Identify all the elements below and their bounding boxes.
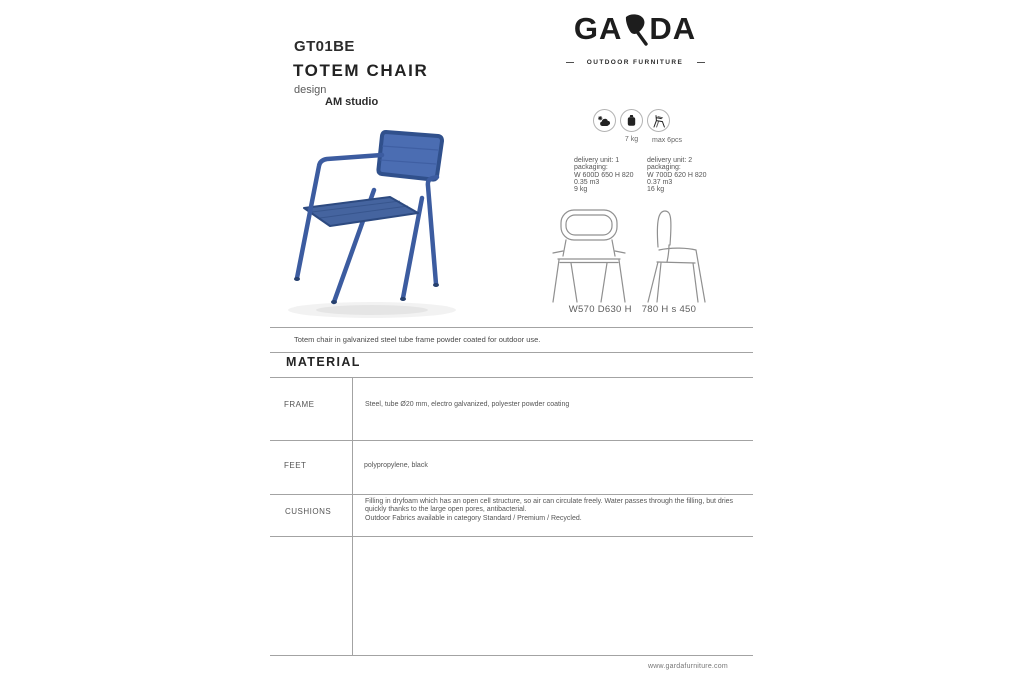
website-link[interactable]: www.gardafurniture.com xyxy=(648,663,728,670)
logo-text-right: DA xyxy=(649,11,697,46)
front-view-drawing xyxy=(549,207,631,306)
weight-badge xyxy=(620,109,643,132)
product-description: Totem chair in galvanized steel tube frame powder coated for outdoor use. xyxy=(294,335,541,344)
website-url[interactable] xyxy=(648,663,728,670)
packaging-weight: 16 kg xyxy=(647,186,665,194)
divider xyxy=(270,440,753,441)
product-code: GT01BE xyxy=(294,38,355,55)
dimensions-front: W570 D630 H xyxy=(568,304,632,315)
delivery-unit-2 xyxy=(647,157,707,193)
brand-logo xyxy=(566,12,704,67)
weather-resistant-badge xyxy=(593,109,616,132)
product-name: TOTEM CHAIR xyxy=(293,61,429,80)
logo-text-left: GA xyxy=(573,11,623,46)
product-photo-chair xyxy=(276,112,474,324)
material-row-value-cushions xyxy=(365,498,744,523)
delivery-unit-line: delivery unit: 1 xyxy=(574,157,620,164)
weight-icon xyxy=(626,114,637,127)
brand-tagline xyxy=(566,58,704,67)
tagline-dash-right: — xyxy=(696,58,704,67)
cushions-text-fabrics: Outdoor Fabrics available in category Standard / Premium / Recycled. xyxy=(365,514,582,522)
material-row-label-feet: FEET xyxy=(284,461,307,470)
divider xyxy=(270,536,753,537)
packaging-dimensions: W 700D 620 H 820 xyxy=(647,171,707,179)
packaging-volume: 0.37 m3 xyxy=(647,178,673,186)
designer-name: AM studio xyxy=(325,96,379,108)
design-label: design xyxy=(294,84,327,96)
side-view-drawing xyxy=(636,207,716,306)
packaging-volume: 0.35 m3 xyxy=(574,178,600,186)
tagline-dash-left: — xyxy=(566,58,573,67)
divider xyxy=(270,494,753,495)
dimensions-side: 780 H s 450 xyxy=(641,304,697,315)
weight-badge-label: 7 kg xyxy=(624,136,639,143)
overall-dimensions xyxy=(549,304,716,315)
chair-logo-icon xyxy=(623,13,649,53)
packaging-dimensions: W 600D 650 H 820 xyxy=(574,171,634,179)
delivery-unit-1 xyxy=(574,157,634,193)
packaging-label: packaging: xyxy=(574,164,608,172)
material-row-label-frame: FRAME xyxy=(284,400,315,409)
packaging-weight: 9 kg xyxy=(574,186,588,194)
material-row-value-frame: Steel, tube Ø20 mm, electro galvanized, polyester powder coating xyxy=(365,401,570,408)
weather-icon xyxy=(597,115,612,127)
divider xyxy=(270,377,753,378)
divider xyxy=(270,655,753,656)
divider xyxy=(270,327,753,328)
stackable-badge-label: max 6pcs xyxy=(652,137,682,144)
packaging-label: packaging: xyxy=(647,164,681,172)
stackable-badge xyxy=(647,109,670,132)
tagline-text: OUTDOOR FURNITURE xyxy=(586,59,684,66)
table-column-divider xyxy=(352,377,353,655)
divider xyxy=(270,352,753,353)
cushions-text-filling: Filling in dryfoam which has an open cell structure, so air can circulate freely. Water passes through the filling, but dries quickly thanks to the large open pores, antibacterial. xyxy=(365,498,734,514)
stacking-chairs-icon xyxy=(652,114,666,128)
material-section-heading: MATERIAL xyxy=(286,355,361,369)
material-row-label-cushions: CUSHIONS xyxy=(285,507,332,516)
delivery-unit-line: delivery unit: 2 xyxy=(647,157,693,164)
brand-logo-wordmark xyxy=(566,12,704,53)
material-row-value-feet: polypropylene, black xyxy=(364,462,428,469)
